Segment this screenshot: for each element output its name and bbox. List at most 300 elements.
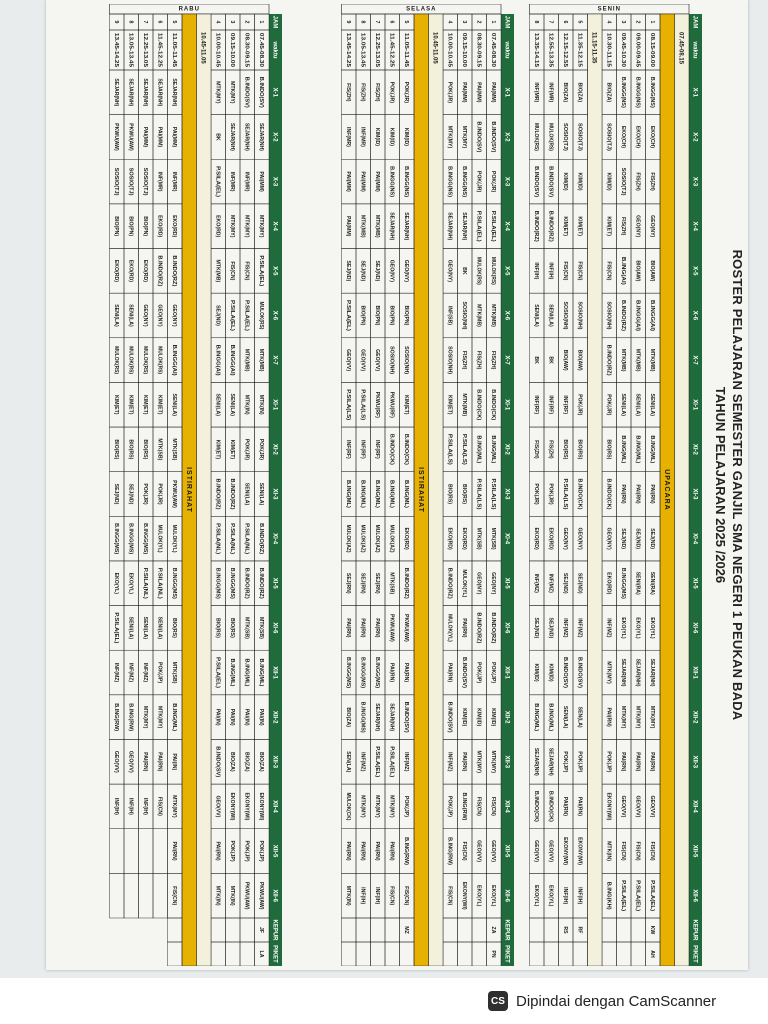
header-cell: X-7 [503,355,510,365]
subject-cell: MTK(MY) [170,795,177,818]
subject-cell: EKO(RD) [547,527,554,550]
subject-cell: INF(MZ) [359,752,366,772]
subject-cell: INF(MZ) [112,662,119,683]
header-cell: XI-4 [271,533,278,545]
duty-code: AH [648,950,655,958]
grid-cell [559,942,574,966]
subject-cell: SENI(LA) [156,616,163,640]
day-label: SELASA [406,6,437,13]
subject-cell: B.INDO(SV) [475,121,482,150]
subject-cell: B.INGG(AI) [170,344,177,372]
header-cell: X-7 [271,355,278,365]
subject-cell: P.SILA(EL) [489,210,496,237]
grid-cell [617,942,632,966]
subject-cell: POK(JP) [489,662,496,684]
subject-cell: GEO(NY) [170,304,177,327]
subject-cell: POK(JP) [561,751,568,773]
subject-cell: B.INGG(MS) [170,567,177,598]
subject-cell: P.SILA(NL) [214,523,221,550]
subject-cell: GEO(VV) [359,349,366,372]
subject-cell: SEJAR(NH) [460,212,467,241]
subject-cell: GEO(NY) [576,527,583,550]
subject-cell: PAI(RN) [359,841,366,861]
subject-cell: P.SILA(NL) [141,567,148,595]
subject-cell: SEJAR(NH) [170,78,177,107]
subject-cell: SENI(LA) [619,393,626,416]
subject-cell: BIO(ZA) [344,707,351,727]
header-cell: XII-6 [271,889,278,903]
subject-cell: B.INDO(CK) [532,790,539,821]
subject-cell: B.INDO(SV) [460,657,467,686]
header-cell: XI-5 [691,577,698,589]
subject-cell: B.INDO(RZ) [605,344,612,374]
subject-cell: EKO(RD) [460,527,467,550]
subject-cell: B.INGG(NS) [634,76,641,106]
subject-cell: MTK(MY) [446,125,453,149]
subject-cell: MTK(MY) [634,705,641,729]
subject-cell: GEO(VV) [127,750,134,773]
subject-cell: PAI(MM) [344,216,351,237]
subject-cell: MTK(MB) [460,393,467,417]
subject-cell: SEJAR(NH) [112,78,119,107]
subject-cell: P.SILA(NL) [243,523,250,550]
period-number: 1 [648,20,655,24]
grid-cell [124,829,139,874]
subject-cell: P.SILA(LS) [561,478,568,505]
subject-cell: EKO(RD) [127,259,134,282]
subject-cell: BIO(RS) [460,484,467,504]
header-cell: XII-6 [503,889,510,903]
grid-cell [617,918,632,942]
header-cell: waktu [271,41,278,59]
scanner-watermark-text: Dipindai dengan CamScanner [516,992,717,1010]
subject-cell: PAI(RN) [388,841,395,861]
subject-cell: FIS(ZH) [532,440,539,459]
subject-cell: B.INDO(SV) [561,657,568,686]
subject-cell: BK [460,267,467,275]
subject-cell: KIM(ET) [127,394,134,415]
scanner-watermark [488,990,748,1012]
subject-cell: MTK(MB) [475,304,482,327]
subject-cell: KIM(ET) [402,394,409,415]
subject-cell: EKO(RD) [112,259,119,282]
subject-cell: PAI(RN) [402,662,409,683]
header-cell: X-2 [691,132,698,142]
subject-cell: SEJ(RN) [359,572,366,594]
subject-cell: BIO(PN) [359,305,366,326]
subject-cell: SENI(LA) [257,482,264,506]
subject-cell: INF(MZ) [127,662,134,683]
subject-cell: INF(MZ) [532,573,539,593]
header-cell: XI-4 [503,533,510,545]
subject-cell: GEO(NY) [634,215,641,238]
subject-cell: MTK(MB) [257,348,264,372]
subject-cell: B.INDO(CK) [475,389,482,419]
subject-cell: SEJAR(NH) [402,212,409,241]
subject-cell: PAI(RN) [373,841,380,861]
grid-cell [342,942,357,966]
subject-cell: B.INGG(MS) [127,523,134,553]
break-time-row [429,14,444,966]
subject-cell: B.ING(RW) [112,703,119,730]
subject-cell: SOSIO(NH) [460,301,467,329]
subject-cell: MTK(MY) [648,705,655,729]
period-number: 2 [475,20,482,24]
grid-cell [602,918,617,942]
subject-cell: MULOK(RS) [547,122,554,153]
subject-cell: BIO(PN) [141,216,148,237]
subject-cell: PAI(RN) [141,752,148,772]
subject-cell: BK [214,133,221,141]
subject-cell: B.INGG(NS) [460,166,467,196]
duty-code: PN [489,950,496,958]
subject-cell: EKO(RD) [214,215,221,238]
subject-cell: PAI(MM) [257,171,264,192]
subject-cell: SEJAR(NH) [228,122,235,152]
subject-cell: PAI(RN) [634,484,641,504]
subject-cell: BIO(PN) [127,216,134,237]
break-label: 10.45-11.05 [199,32,206,64]
period-number: 4 [605,20,612,24]
header-cell: JAM [271,15,278,29]
subject-cell: B.INDO(RZ) [532,210,539,240]
grid-cell [240,942,255,966]
subject-cell: POK(JR) [156,483,163,505]
subject-cell: B.INDO(RZ) [619,299,626,329]
subject-cell: POK(JR) [547,483,554,505]
subject-cell: B.INDO(SV) [402,701,409,731]
grid-cell [110,873,125,918]
header-cell: waktu [691,41,698,59]
period-number: 3 [228,20,235,24]
header-cell: X-3 [503,176,510,187]
subject-cell: P.SILA(LS) [359,389,366,416]
header-cell: XI-3 [691,488,698,500]
period-time: 09.45-10.30 [619,32,626,62]
subject-cell: FIS(CN) [561,261,568,281]
subject-cell: PAI(MM) [489,82,496,103]
subject-cell: EKO(YL) [648,617,655,639]
break-label: UPACARA [662,469,670,511]
subject-cell: MULOK(RS) [141,346,148,376]
header-cell: X-3 [691,176,698,187]
subject-cell: BIO(PN) [373,305,380,326]
subject-cell: EKONY(WI) [243,792,250,821]
subject-cell: B.ING(ML) [388,480,395,506]
subject-cell: MULOK(RS) [127,346,134,376]
subject-cell: INF(MZ) [561,618,568,638]
subject-cell: MULOK(RS) [489,256,496,287]
subject-cell: MTK(SB) [243,616,250,639]
subject-cell: MULOK(AZ) [373,524,380,555]
subject-cell: P.SILA(LS) [460,433,467,461]
grid-cell [443,918,458,942]
subject-cell: B.INGG(MS) [619,567,626,598]
subject-cell: B.ING(ML) [619,435,626,461]
subject-cell: B.ING(AI) [619,256,626,280]
subject-cell: BIO(ZA) [605,82,612,103]
grid-cell [472,918,487,942]
subject-cell: EKO(CH) [648,125,655,149]
schedule-table [342,4,515,966]
subject-cell: POK(JP) [402,795,409,817]
period-number: 4 [446,20,453,24]
duty-code: JF [257,926,264,934]
subject-cell: BIO(PN) [402,305,409,326]
subject-cell: PAI(RN) [446,662,453,683]
subject-cell: POK(JP) [156,662,163,684]
subject-cell: MTK(MB) [214,259,221,283]
subject-cell: GEO(NY) [475,572,482,595]
grid-cell [342,918,357,942]
period-number: 7 [141,20,148,24]
header-cell: X-2 [503,132,510,142]
subject-cell: INF(IH) [547,262,554,280]
subject-cell: INF(MR) [156,171,163,192]
break-time-row [197,14,212,966]
subject-cell: PKWU(AW) [170,480,177,508]
subject-cell: MTK(IN) [228,885,235,906]
subject-cell: SEJAR(NH) [243,122,250,152]
period-number: 6 [561,20,568,24]
subject-cell: MULOK(RS) [112,346,119,376]
subject-cell: POK(JP) [257,840,264,862]
header-cell: XII-1 [271,666,278,679]
subject-cell: POK(JR) [257,438,264,461]
subject-cell: FIS(CN) [634,841,641,861]
period-time: 13.35-14.15 [532,32,539,62]
period-time: 07.45-08.30 [489,32,496,62]
subject-cell: EKO(RD) [402,527,409,550]
header-cell: XI-4 [691,533,698,545]
subject-cell: KIM(ET) [446,394,453,415]
period-number: 3 [460,20,467,24]
subject-cell: GEO(NY) [605,527,612,550]
header-cell: XII-5 [271,844,278,858]
subject-cell: FIS(CN) [243,261,250,281]
subject-cell: MTK(SB) [170,661,177,684]
subject-cell: PAI(IN) [228,708,235,726]
subject-cell: MULOK(YL) [460,569,467,599]
subject-cell: B.INDO(SV) [489,121,496,150]
header-cell: PIKET [503,945,510,963]
subject-cell: B.INDO(SV) [243,76,250,106]
subject-cell: B.ING(ML) [359,480,366,506]
subject-cell: B.ING(RW) [127,703,134,730]
subject-cell: INF(SB) [446,305,453,325]
subject-cell: GEO(NY) [141,304,148,327]
subject-cell: EKO(RD) [156,215,163,238]
period-number: 4 [214,20,221,24]
subject-cell: KIM(ID) [402,127,409,147]
subject-cell: P.SILA(LS) [446,433,453,461]
subject-cell: KIM(ID) [547,663,554,682]
subject-cell: SEJAR(NH) [619,658,626,687]
subject-cell: SOSIO(NH) [576,301,583,329]
subject-cell: SEJ(RN) [344,572,351,594]
subject-cell: SEJ(ND) [112,483,119,505]
subject-cell: EKO(YL) [112,572,119,594]
subject-cell: MULOK(RS) [257,301,264,332]
header-cell: XII-3 [271,755,278,769]
subject-cell: MTK(SB) [388,572,395,595]
subject-cell: FIS(CN) [228,261,235,281]
subject-cell: SEJ(RN) [373,572,380,594]
header-cell: XI-1 [691,399,698,411]
subject-cell: INF(MR) [344,127,351,147]
subject-cell: SEJ(ND) [127,483,134,505]
subject-cell: B.INDO(SV) [214,746,221,775]
subject-cell: FIS(CN) [402,886,409,906]
subject-cell: INF(MZ) [402,752,409,772]
subject-cell: BIO(AW) [634,260,641,282]
subject-cell: BIO(RS) [576,439,583,460]
subject-cell: MTK(SB) [170,438,177,461]
header-cell: X-4 [503,221,510,231]
subject-cell: POK(JR) [489,170,496,193]
subject-cell: B.INGG(MS) [112,523,119,553]
break-label: 07.45-08.15 [677,32,684,65]
subject-cell: SEJAR(NH) [388,212,395,241]
subject-cell: KIM(ET) [214,439,221,460]
period-number: 2 [243,20,250,24]
subject-cell: MTK(IN) [257,394,264,415]
subject-cell: SENI(LA) [170,393,177,416]
period-number: 5 [402,20,409,24]
subject-cell: P.SILA(EL) [475,210,482,237]
roster-page [46,0,748,970]
subject-cell: POK(JR) [605,394,612,416]
subject-cell: PKWU(AW) [402,614,409,642]
subject-cell: P.SILA(EL) [257,255,264,282]
period-time: 11.35-12.15 [576,32,583,62]
subject-cell: INF(IH) [561,887,568,905]
subject-cell: FIS(CN) [489,796,496,816]
subject-cell: P.SILA(NL) [228,523,235,550]
subject-cell: EKONY(WI) [605,792,612,821]
subject-cell: KIM(ET) [576,216,583,237]
grid-cell [240,918,255,942]
subject-cell: PKWU(RF) [373,391,380,418]
subject-cell: B.INDO(RZ) [257,567,264,597]
subject-cell: B.INDO(RZ) [170,255,177,284]
header-cell: X-6 [503,310,510,321]
subject-cell: SENI(LA) [243,482,250,506]
subject-cell: GEO(NY) [561,527,568,550]
subject-cell: BIO(RS) [446,484,453,504]
subject-cell: BIO(RS) [214,617,221,638]
subject-cell: SOSIO(TJ) [605,122,612,149]
header-cell: PIKET [691,945,698,963]
subject-cell: MTK(MY) [228,81,235,104]
duty-code: MZ [402,926,409,934]
period-time: 11.45-12.25 [156,32,163,62]
subject-cell: PAI(RN) [460,618,467,638]
subject-cell: PAI(MM) [475,82,482,103]
subject-cell: B.ING(ML) [170,703,177,729]
break-label: 11.15-11.35 [590,32,597,64]
period-number: 8 [359,20,366,24]
header-cell: XI-2 [503,443,510,455]
subject-cell: MTK(SB) [475,527,482,550]
subject-cell: P.SILA(EL) [243,299,250,327]
subject-cell: KIM(ET) [141,394,148,415]
break-time-row [675,14,690,966]
subject-cell: MULOK(RS) [532,122,539,153]
grid-cell [371,918,386,942]
grid-cell [110,829,125,874]
header-cell: KEPUR [691,919,698,941]
subject-cell: MULOK(RS) [475,256,482,287]
subject-cell: MTK(MY) [619,705,626,729]
subject-cell: SENI(LA) [127,304,134,327]
header-cell: PIKET [271,945,278,963]
subject-cell: POK(JR) [532,483,539,505]
period-time: 08.30-09.15 [243,32,250,62]
header-cell: X-4 [691,221,698,231]
subject-cell: B.ING(ML) [648,435,655,461]
subject-cell: PAI(IN) [214,708,221,726]
subject-cell: B.INDO(RZ) [214,478,221,508]
header-cell: XII-4 [271,800,278,813]
subject-cell: BIO(RS) [127,439,134,460]
subject-cell: PAI(RN) [214,841,221,861]
subject-cell: POK(JP) [228,840,235,862]
subject-cell: GEO(VV) [489,840,496,863]
subject-cell: SEN(LA) [344,751,351,773]
subject-cell: P.SILA(LS) [489,478,496,505]
subject-cell: BIO(AW) [648,260,655,282]
subject-cell: BIO(RS) [561,439,568,460]
subject-cell: B.ING(RW) [460,792,467,819]
subject-cell: KIM(ET) [605,216,612,237]
header-cell: XII-3 [503,755,510,769]
subject-cell: FIS(ZH) [359,83,366,102]
subject-cell: INF(RF) [561,395,568,415]
subject-cell: EKO(RD) [446,527,453,550]
subject-cell: GEO(NY) [489,572,496,595]
period-time: 13.45-14.25 [112,32,119,62]
subject-cell: EKONY(WI) [561,837,568,866]
roster-paper [46,0,748,970]
subject-cell: FIS(CN) [460,841,467,861]
subject-cell: PAI(RN) [619,484,626,504]
subject-cell: MTK(MY) [228,214,235,238]
subject-cell: B.ING(ML) [532,703,539,729]
grid-cell [226,942,241,966]
subject-cell: MTK(IN) [344,885,351,906]
subject-cell: INF(MR) [532,82,539,103]
subject-cell: MULOK(YL) [156,524,163,554]
subject-cell: GEO(NY) [446,259,453,282]
period-number: 5 [576,20,583,24]
period-time: 12.25-13.05 [141,32,148,62]
subject-cell: B.INDO(RZ) [257,523,264,552]
schedule-table [530,4,703,966]
subject-cell: B.INGG(AI) [634,299,641,328]
subject-cell: B.INDO(RZ) [402,567,409,597]
period-time: 12.25-13.05 [373,32,380,62]
subject-cell: SENI(RA) [648,571,655,595]
subject-cell: PAI(RN) [605,707,612,727]
subject-cell: SEJ(ND) [648,528,655,550]
subject-cell: MULOK(AZ) [359,524,366,555]
subject-cell: PAI(MM) [344,171,351,192]
subject-cell: FIS(ZH) [344,83,351,102]
subject-cell: PAI(RN) [344,618,351,638]
period-number: 9 [112,20,119,24]
grid-cell [573,942,588,966]
